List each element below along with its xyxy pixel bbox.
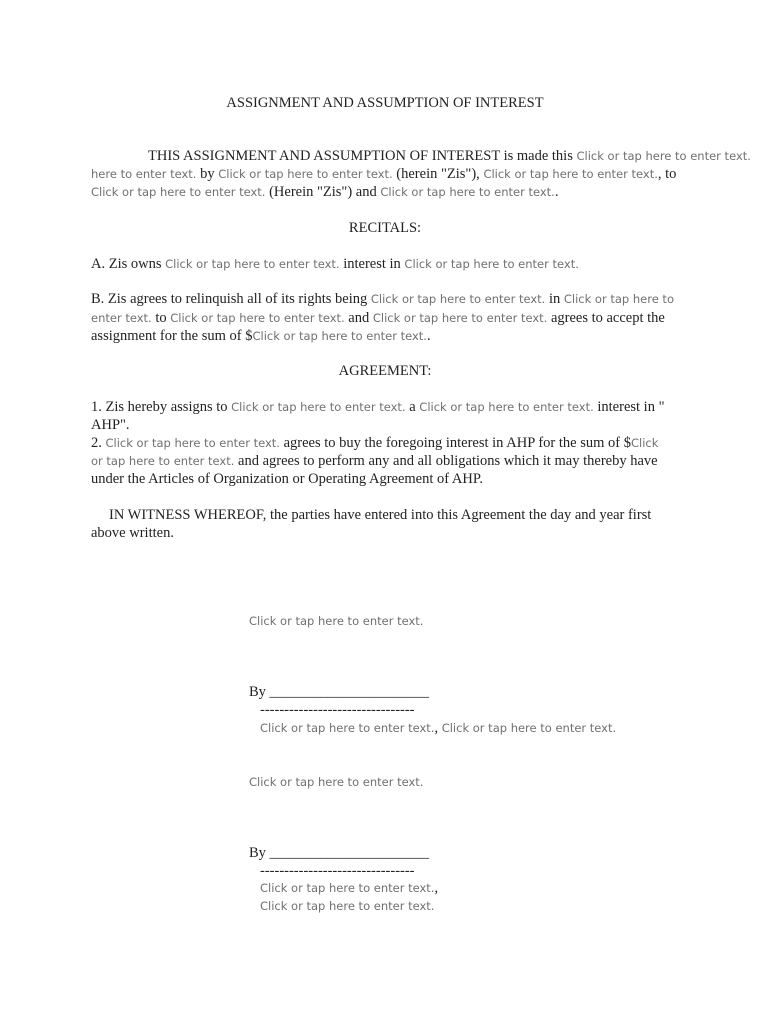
- buyer-placeholder[interactable]: Click or tap here to enter text.: [105, 436, 280, 450]
- signature-2-title: [260, 897, 434, 915]
- assignee-address-placeholder[interactable]: Click or tap here to enter text.: [380, 185, 555, 199]
- recital-b-and: and: [348, 310, 370, 326]
- clause-1-line-1: [91, 398, 665, 416]
- clause-2-line-2: [91, 452, 658, 470]
- signature-2-name: [260, 879, 438, 897]
- signature-2-party: [249, 773, 423, 791]
- date-placeholder-cont[interactable]: here to enter text.: [91, 167, 197, 181]
- intro-herein-zis-2: (Herein "Zis") and: [269, 184, 377, 200]
- clause-2-agrees: agrees to buy the foregoing interest in AHP for the sum of $: [283, 435, 631, 451]
- signature-1-by: By ______________________: [249, 684, 430, 700]
- signer-2-name-placeholder[interactable]: Click or tap here to enter text.: [260, 881, 435, 895]
- clause-1-a: a: [409, 399, 416, 415]
- recital-b-lead: B. Zis agrees to relinquish all of its rights being: [91, 291, 368, 307]
- recital-b-agrees: agrees to accept the: [550, 310, 665, 326]
- clause-1-lead: 1. Zis hereby assigns to: [91, 399, 228, 415]
- recital-a-interest-in: interest in: [343, 256, 401, 272]
- signature-1-party: [249, 612, 423, 630]
- recipient-2-placeholder[interactable]: Click or tap here to enter text.: [372, 311, 548, 325]
- assignee-name-placeholder[interactable]: Click or tap here to enter text.: [231, 400, 406, 414]
- signature-2-dashes: --------------------------------: [260, 863, 415, 879]
- recipient-placeholder[interactable]: Click or tap here to enter text.: [170, 311, 345, 325]
- assignor-address-placeholder[interactable]: Click or tap here to enter text.: [483, 167, 658, 181]
- party-2-name-placeholder[interactable]: Click or tap here to enter text.: [249, 775, 424, 789]
- company-placeholder[interactable]: Click or tap here to enter text.: [404, 257, 579, 271]
- witness-line-1: IN WITNESS WHEREOF, the parties have entered into this Agreement the day and year first: [109, 507, 652, 523]
- witness-line-2: above written.: [91, 525, 174, 541]
- clause-2-sum-placeholder-cont[interactable]: or tap here to enter text.: [91, 454, 235, 468]
- signer-1-title-placeholder[interactable]: Click or tap here to enter text.: [441, 721, 617, 735]
- signature-2-by: By ______________________: [249, 845, 430, 861]
- recital-b-in: in: [548, 291, 561, 307]
- clause-2-sum-placeholder[interactable]: Click: [630, 436, 659, 450]
- sum-placeholder[interactable]: Click or tap here to enter text.: [252, 329, 427, 343]
- assignor-placeholder[interactable]: Click or tap here to enter text.: [218, 167, 393, 181]
- interest-percent-placeholder[interactable]: Click or tap here to enter text.: [165, 257, 340, 271]
- intro-by: by: [200, 166, 215, 182]
- recital-a-lead: A. Zis owns: [91, 256, 162, 272]
- clause-2-and-agrees: and agrees to perform any and all obligations which it may thereby have: [238, 453, 658, 469]
- recital-a: [91, 255, 579, 273]
- recitals-heading: RECITALS:: [348, 220, 422, 236]
- date-placeholder[interactable]: Click or tap here to enter text.: [576, 149, 751, 163]
- rights-placeholder[interactable]: Click or tap here to enter text.: [370, 292, 546, 306]
- intro-line-1: [148, 147, 751, 165]
- intro-line-2: [91, 165, 676, 183]
- recital-b-line-2: [91, 309, 665, 327]
- party-1-name-placeholder[interactable]: Click or tap here to enter text.: [249, 614, 424, 628]
- intro-lead: THIS ASSIGNMENT AND ASSUMPTION OF INTEREST is made this: [148, 148, 573, 164]
- recital-b-line-1: [91, 290, 674, 308]
- clause-1-interest-in: interest in ": [597, 399, 665, 415]
- recital-b-assignment: assignment for the sum of $: [91, 328, 253, 344]
- intro-line-3: [91, 183, 558, 201]
- signature-1-comma: ,: [434, 720, 439, 736]
- assignee-placeholder[interactable]: Click or tap here to enter text.: [91, 185, 266, 199]
- signer-1-name-placeholder[interactable]: Click or tap here to enter text.: [260, 721, 435, 735]
- clause-2-lead: 2.: [91, 435, 102, 451]
- clause-2-line-3: under the Articles of Organization or Operating Agreement of AHP.: [91, 471, 483, 487]
- intro-herein-zis: (herein "Zis"),: [396, 166, 480, 182]
- recital-b-end: .: [426, 328, 431, 344]
- recital-b-line-3: [91, 327, 431, 345]
- clause-1-line-2: AHP".: [91, 417, 130, 433]
- signature-1-dashes: --------------------------------: [260, 702, 415, 718]
- recital-b-to: to: [155, 310, 167, 326]
- agreement-heading: AGREEMENT:: [338, 363, 432, 379]
- clause-1-percent-placeholder[interactable]: Click or tap here to enter text.: [419, 400, 594, 414]
- document-title: ASSIGNMENT AND ASSUMPTION OF INTEREST: [226, 95, 544, 111]
- intro-to: , to: [657, 166, 677, 182]
- clause-2-line-1: [91, 434, 658, 452]
- rights-company-placeholder-cont[interactable]: enter text.: [91, 311, 152, 325]
- signature-2-comma: ,: [434, 880, 439, 896]
- intro-end: .: [554, 184, 559, 200]
- signer-2-title-placeholder[interactable]: Click or tap here to enter text.: [260, 899, 435, 913]
- signature-1-name-title: [260, 719, 616, 737]
- rights-company-placeholder[interactable]: Click or tap here to: [563, 292, 674, 306]
